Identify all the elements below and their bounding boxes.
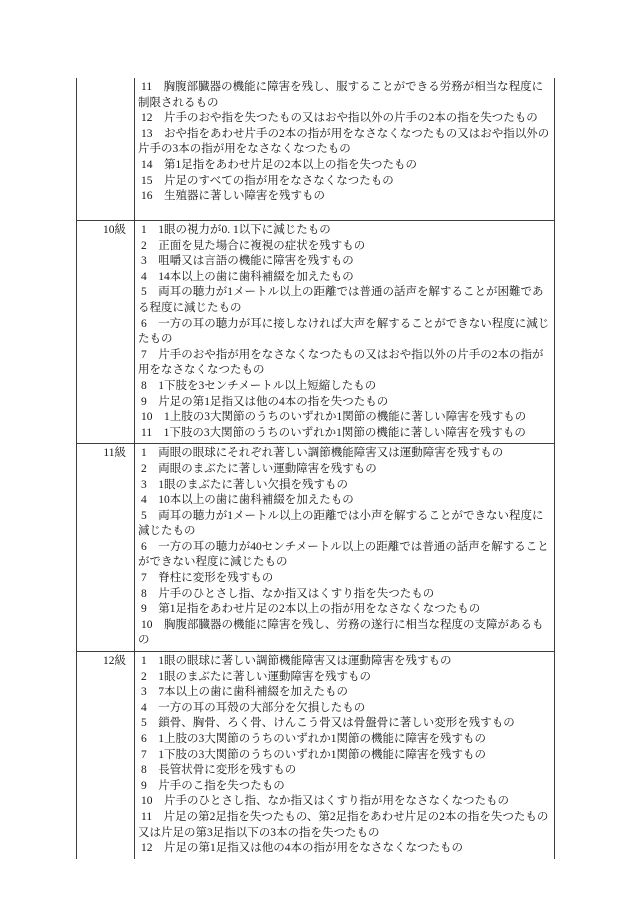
grade-item: 8 片手のひとさし指、なか指又はくすり指を失つたもの: [141, 587, 435, 600]
grade-item: 7 1下肢の3大関節のうちのいずれか1関節の機能に障害を残すもの: [141, 748, 486, 761]
grade-label: [77, 78, 135, 220]
grade-item: 6 一方の耳の聴力が40センチメートル以上の距離では普通の話声を解することができない程度に減じたもの: [138, 540, 549, 569]
grade-item: 7 片手のおや指が用をなさなくなつたもの又はおや指以外の片手の2本の指が用をなさなくなつたもの: [138, 348, 544, 377]
grade-item: 1 両眼の眼球にそれぞれ著しい調節機能障害又は運動障害を残すもの: [141, 447, 504, 460]
grade-item: 10 1上肢の3大関節のうちのいずれか1関節の機能に著しい障害を残すもの: [141, 411, 527, 424]
grade-item: 15 片足のすべての指が用をなさなくなつたもの: [141, 174, 394, 187]
grade-label: 12級: [77, 652, 135, 859]
table-row: [77, 220, 554, 443]
grade-item: 3 咀嚼又は言語の機能に障害を残すもの: [141, 255, 354, 268]
grade-item: 11 胸腹部臓器の機能に障害を残し、服することができる労務が相当な程度に制限されるもの: [138, 81, 544, 109]
grade-item: 16 生殖器に著しい障害を残すもの: [141, 190, 325, 203]
grade-item: 7 脊柱に変形を残すもの: [141, 572, 274, 585]
grade-item: 8 長管状骨に変形を残すもの: [141, 764, 297, 777]
grade-label: 10級: [77, 221, 135, 443]
grade-item: 5 鎖骨、胸骨、ろく骨、けんこう骨又は骨盤骨に著しい変形を残すもの: [141, 717, 515, 730]
grade-item: 1 1眼の眼球に著しい調節機能障害又は運動障害を残すもの: [141, 655, 452, 668]
grade-items-cell: [135, 221, 554, 443]
disability-grade-table: [76, 78, 555, 859]
grade-item: 6 一方の耳の聴力が耳に接しなければ大声を解することができない程度に減じたもの: [138, 317, 550, 346]
grade-item: 2 1眼のまぶたに著しい運動障害を残すもの: [141, 670, 371, 683]
grade-item: 5 両耳の聴力が1メートル以上の距離では普通の話声を解することが困難である程度に減じたもの: [138, 286, 544, 314]
grade-item: 10 片手のひとさし指、なか指又はくすり指が用をなさなくなつたもの: [141, 795, 509, 808]
grade-item: 2 両眼のまぶたに著しい運動障害を残すもの: [141, 462, 377, 475]
grade-item: 13 おや指をあわせ片手の2本の指が用をなさなくなつたもの又はおや指以外の片手の3本の指が用をなさなくなつたもの: [138, 127, 550, 156]
grade-item: 3 7本以上の歯に歯科補綴を加えたもの: [141, 686, 348, 699]
grade-item: 2 正面を見た場合に複視の症状を残すもの: [141, 239, 366, 252]
grade-item: 12 片足の第1足指又は他の4本の指が用をなさなくなつたもの: [141, 842, 463, 855]
grade-label: 11級: [77, 444, 135, 651]
grade-item: 9 第1足指をあわせ片足の2本以上の指が用をなさなくなつたもの: [141, 603, 481, 616]
grade-items-cell: [135, 652, 554, 859]
grade-items-cell: [135, 444, 554, 651]
grade-item: 9 片足の第1足指又は他の4本の指を失つたもの: [141, 395, 389, 408]
table-row: [77, 443, 554, 651]
grade-item: 8 1下肢を3センチメートル以上短縮したもの: [141, 379, 377, 392]
table-row: [77, 78, 554, 220]
grade-item: 4 一方の耳の耳殻の大部分を欠損したもの: [141, 701, 366, 714]
grade-item: 5 両耳の聴力が1メートル以上の距離では小声を解することができない程度に減じたもの: [138, 509, 544, 538]
grade-item: 10 胸腹部臓器の機能に障害を残し、労務の遂行に相当な程度の支障があるもの: [138, 618, 544, 647]
grade-items-cell: [135, 78, 554, 220]
table-row: [77, 651, 554, 859]
grade-item: 11 片足の第2足指を失つたもの、第2足指をあわせ片足の2本の指を失つたもの又は片足の第3足指以下の3本の指を失つたもの: [138, 810, 549, 839]
grade-item: 9 片手のこ指を失つたもの: [141, 779, 285, 792]
grade-item: 11 1下肢の3大関節のうちのいずれか1関節の機能に著しい障害を残すもの: [141, 426, 526, 439]
grade-item: 4 14本以上の歯に歯科補綴を加えたもの: [141, 270, 354, 283]
grade-item: 6 1上肢の3大関節のうちのいずれか1関節の機能に障害を残すもの: [141, 733, 486, 745]
grade-item: 1 1眼の視力が0. 1以下に減じたもの: [141, 224, 331, 236]
grade-item: 3 1眼のまぶたに著しい欠損を残すもの: [141, 478, 348, 491]
grade-item: 4 10本以上の歯に歯科補綴を加えたもの: [141, 494, 354, 507]
grade-item: 12 片手のおや指を失つたもの又はおや指以外の片手の2本の指を失つたもの: [141, 112, 538, 125]
grade-item: 14 第1足指をあわせ片足の2本以上の指を失つたもの: [141, 158, 417, 171]
